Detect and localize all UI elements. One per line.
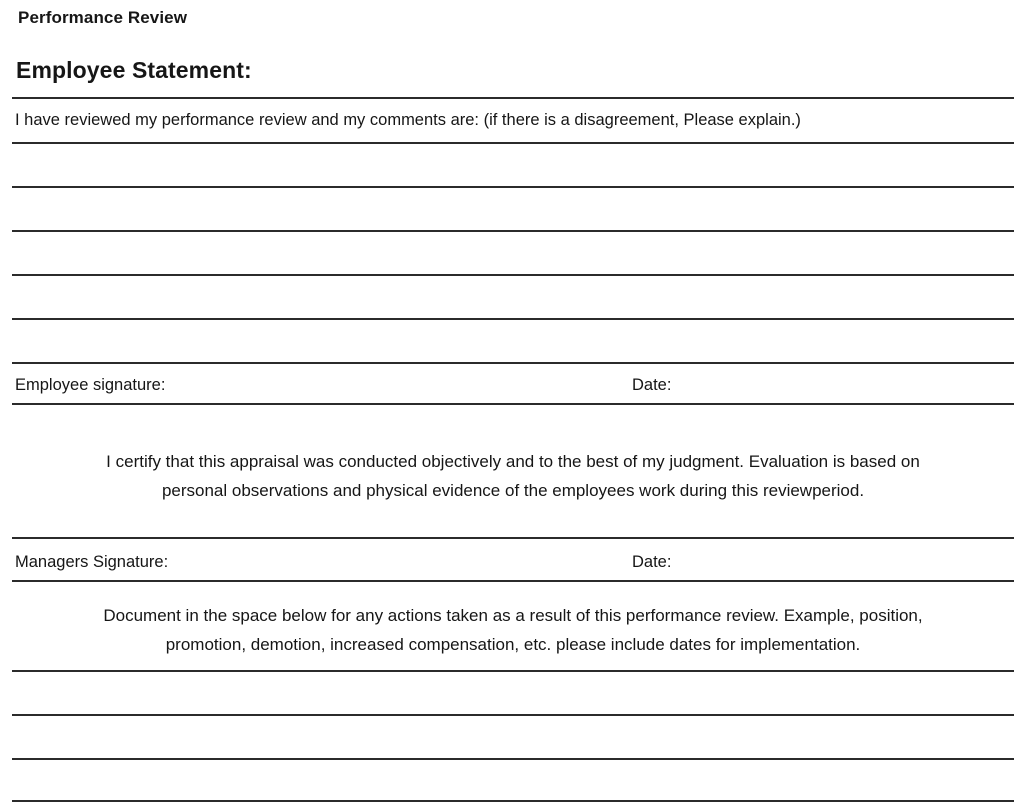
- page-title: Performance Review: [18, 8, 188, 27]
- employee-comments-instruction: I have reviewed my performance review and my comments are: (if there is a disagreement, Please explain.): [15, 111, 801, 129]
- divider-rule: [12, 403, 1014, 405]
- certification-line-2: personal observations and physical evidence of the employees work during this reviewperiod.: [161, 481, 865, 500]
- action-blank-line[interactable]: [12, 758, 1014, 760]
- action-blank-line[interactable]: [12, 800, 1014, 802]
- action-blank-line[interactable]: [12, 670, 1014, 672]
- action-blank-line[interactable]: [12, 714, 1014, 716]
- employee-date-label: Date:: [632, 376, 672, 394]
- divider-rule: [12, 97, 1014, 99]
- actions-instruction-line-2: promotion, demotion, increased compensation, etc. please include dates for implementation.: [165, 635, 861, 654]
- manager-date-label: Date:: [632, 553, 672, 571]
- divider-rule: [12, 580, 1014, 582]
- actions-instruction: [12, 601, 1014, 659]
- certification-line-1: I certify that this appraisal was conducted objectively and to the best of my judgment. Evaluation is based on: [106, 452, 920, 471]
- comment-blank-line[interactable]: [12, 230, 1014, 232]
- certification-statement: [12, 447, 1014, 505]
- comment-blank-line[interactable]: [12, 318, 1014, 320]
- manager-signature-label: Managers Signature:: [15, 553, 169, 571]
- comment-blank-line[interactable]: [12, 186, 1014, 188]
- actions-instruction-line-1: Document in the space below for any actions taken as a result of this performance review. Example, position,: [103, 606, 923, 625]
- comment-blank-line[interactable]: [12, 274, 1014, 276]
- employee-signature-label: Employee signature:: [15, 376, 166, 394]
- comment-blank-line[interactable]: [12, 142, 1014, 144]
- comment-blank-line[interactable]: [12, 362, 1014, 364]
- divider-rule: [12, 537, 1014, 539]
- section-heading-employee-statement: Employee Statement:: [16, 57, 252, 83]
